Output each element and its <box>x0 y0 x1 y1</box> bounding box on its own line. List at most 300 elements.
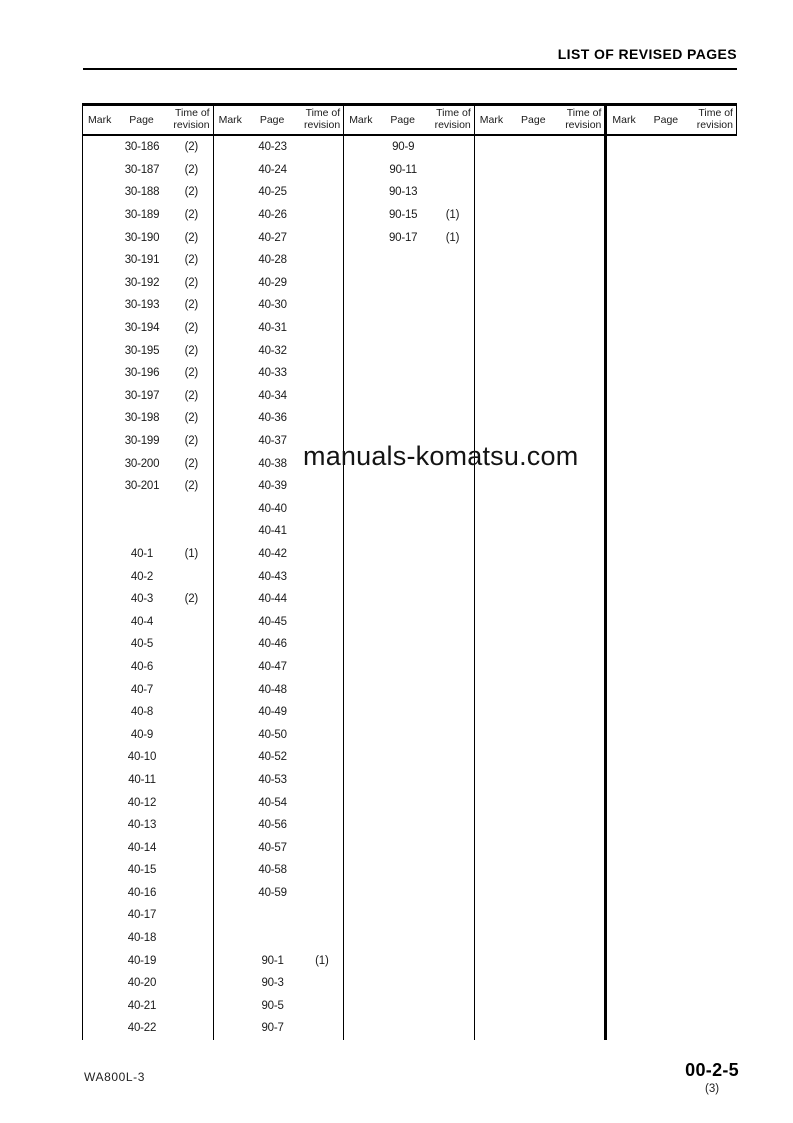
table-row <box>344 656 474 679</box>
table-row <box>83 1017 213 1040</box>
revision-cell: (2) <box>184 231 199 244</box>
table-row <box>475 656 605 679</box>
table-row <box>214 294 344 317</box>
page-column-header: Page <box>259 114 285 126</box>
table-row <box>83 995 213 1018</box>
table-row <box>214 904 344 927</box>
page-cell: 30-201 <box>124 480 160 493</box>
model-code: WA800L-3 <box>84 1070 146 1084</box>
table-row <box>344 407 474 430</box>
table-row <box>344 882 474 905</box>
page-cell: 40-18 <box>127 932 157 945</box>
column-group-5 <box>607 106 737 1040</box>
table-row <box>214 701 344 724</box>
table-row <box>344 362 474 385</box>
page-cell: 40-40 <box>258 502 287 515</box>
table-row <box>214 543 344 566</box>
table-row <box>344 949 474 972</box>
table-row <box>344 633 474 656</box>
table-row <box>607 226 737 249</box>
page-cell: 30-194 <box>124 322 160 335</box>
table-row <box>83 678 213 701</box>
revision-cell: (2) <box>184 276 199 289</box>
table-row <box>344 565 474 588</box>
revision-cell: (2) <box>184 457 199 470</box>
table-row <box>83 249 213 272</box>
table-row <box>607 859 737 882</box>
table-row <box>475 882 605 905</box>
table-row <box>344 610 474 633</box>
page-cell: 40-52 <box>258 751 287 764</box>
table-row <box>475 791 605 814</box>
table-row <box>214 498 344 521</box>
table-row <box>475 769 605 792</box>
page-cell: 40-46 <box>258 638 287 651</box>
page-cell: 40-33 <box>258 367 287 380</box>
table-row <box>344 204 474 227</box>
page-cell: 40-20 <box>127 977 157 990</box>
table-row <box>214 949 344 972</box>
revision-cell: (1) <box>445 209 460 222</box>
page-cell: 30-197 <box>124 389 160 402</box>
table-row <box>344 995 474 1018</box>
page-cell: 40-9 <box>130 728 154 741</box>
mark-column-header: Mark <box>612 114 636 126</box>
revision-column-header: Time of revision <box>696 107 733 131</box>
page-cell: 90-11 <box>389 163 417 176</box>
page-cell: 40-54 <box>258 796 287 809</box>
table-row <box>344 859 474 882</box>
table-row <box>607 656 737 679</box>
page-cell: 90-1 <box>261 954 284 967</box>
table-row <box>214 836 344 859</box>
table-row <box>607 1017 737 1040</box>
page-cell: 30-198 <box>124 412 160 425</box>
page-cell: 40-2 <box>130 570 154 583</box>
table-row <box>83 543 213 566</box>
page-cell: 40-43 <box>258 570 287 583</box>
page-cell: 40-5 <box>130 638 154 651</box>
table-row <box>607 452 737 475</box>
table-row <box>607 746 737 769</box>
column-group-body <box>83 136 213 1040</box>
page-cell: 40-19 <box>127 954 157 967</box>
table-row <box>607 294 737 317</box>
page-column-header: Page <box>521 114 546 126</box>
table-row <box>83 520 213 543</box>
table-row <box>607 249 737 272</box>
page-cell: 40-23 <box>258 141 287 154</box>
table-row <box>607 814 737 837</box>
table-row <box>344 339 474 362</box>
table-row <box>475 995 605 1018</box>
page-cell: 40-14 <box>127 841 157 854</box>
table-row <box>344 272 474 295</box>
table-row <box>83 317 213 340</box>
page-cell: 30-196 <box>124 367 160 380</box>
table-row <box>83 407 213 430</box>
table-row <box>607 633 737 656</box>
table-row <box>607 836 737 859</box>
table-row <box>83 362 213 385</box>
page-cell: 90-5 <box>261 999 284 1012</box>
table-row <box>607 565 737 588</box>
page-cell: 90-7 <box>261 1022 284 1035</box>
table-row <box>344 543 474 566</box>
column-group-header <box>83 106 213 136</box>
table-row <box>607 520 737 543</box>
page-cell: 40-49 <box>258 706 287 719</box>
page-cell: 40-38 <box>258 457 287 470</box>
table-row <box>83 769 213 792</box>
page-cell: 30-191 <box>124 254 160 267</box>
table-row <box>607 588 737 611</box>
table-row <box>475 859 605 882</box>
page-cell: 40-11 <box>128 773 156 786</box>
table-row <box>607 272 737 295</box>
table-row <box>214 204 344 227</box>
table-row <box>83 814 213 837</box>
table-row <box>83 588 213 611</box>
mark-column-header: Mark <box>218 114 242 126</box>
page-cell: 40-25 <box>258 186 287 199</box>
page-cell: 40-29 <box>258 276 287 289</box>
page-cell: 30-192 <box>124 276 160 289</box>
table-row <box>475 136 605 159</box>
page-cell: 40-8 <box>130 706 154 719</box>
page-cell: 30-193 <box>124 299 160 312</box>
page-cell: 40-13 <box>127 819 157 832</box>
page-cell: 40-28 <box>258 254 287 267</box>
table-row <box>475 159 605 182</box>
table-row <box>344 836 474 859</box>
table-row <box>607 791 737 814</box>
table-row <box>475 204 605 227</box>
revision-cell: (1) <box>315 954 329 967</box>
table-row <box>607 339 737 362</box>
table-row <box>475 317 605 340</box>
table-row <box>214 995 344 1018</box>
table-row <box>344 475 474 498</box>
column-group-body <box>344 136 474 1040</box>
table-row <box>475 1017 605 1040</box>
table-row <box>83 882 213 905</box>
table-row <box>214 656 344 679</box>
page-cell: 90-3 <box>261 977 284 990</box>
page-cell: 30-195 <box>124 344 160 357</box>
table-row <box>214 588 344 611</box>
revision-cell: (2) <box>184 412 199 425</box>
page-number: 00-2-5 <box>685 1060 739 1080</box>
table-row <box>83 656 213 679</box>
column-group-body <box>475 136 605 1040</box>
revision-cell: (2) <box>184 209 199 222</box>
column-group-header <box>607 106 737 136</box>
page-cell: 30-189 <box>124 209 160 222</box>
table-row <box>607 701 737 724</box>
table-row <box>607 723 737 746</box>
table-row <box>344 498 474 521</box>
table-row <box>607 498 737 521</box>
table-row <box>83 927 213 950</box>
table-row <box>214 1017 344 1040</box>
revision-cell: (2) <box>184 186 199 199</box>
header-rule <box>83 68 737 70</box>
table-row <box>607 430 737 453</box>
table-row <box>607 136 737 159</box>
table-row <box>344 520 474 543</box>
table-row <box>214 226 344 249</box>
page-cell: 40-50 <box>258 728 287 741</box>
table-row <box>475 407 605 430</box>
table-row <box>475 972 605 995</box>
table-row <box>344 701 474 724</box>
revision-cell: (2) <box>184 389 199 402</box>
table-row <box>607 543 737 566</box>
table-row <box>83 339 213 362</box>
page-cell: 40-41 <box>258 525 287 538</box>
table-row <box>214 385 344 408</box>
table-row <box>344 769 474 792</box>
column-group-3 <box>344 106 475 1040</box>
table-row <box>83 746 213 769</box>
table-row <box>475 678 605 701</box>
page-cell: 40-42 <box>258 547 287 560</box>
table-row <box>214 678 344 701</box>
table-row <box>83 565 213 588</box>
page-cell: 40-44 <box>258 593 287 606</box>
table-row <box>344 317 474 340</box>
column-group-header <box>214 106 344 136</box>
table-row <box>214 339 344 362</box>
revision-column-header: Time of revision <box>565 107 602 131</box>
table-row <box>607 159 737 182</box>
table-row <box>607 769 737 792</box>
table-row <box>475 565 605 588</box>
table-row <box>607 362 737 385</box>
table-row <box>214 610 344 633</box>
table-row <box>344 746 474 769</box>
page-cell: 30-187 <box>124 163 160 176</box>
table-row <box>607 949 737 972</box>
page-cell: 40-6 <box>130 660 154 673</box>
table-row <box>83 633 213 656</box>
table-row <box>214 927 344 950</box>
table-row <box>607 678 737 701</box>
table-row <box>475 249 605 272</box>
table-row <box>83 498 213 521</box>
table-row <box>83 949 213 972</box>
page-cell: 40-36 <box>258 412 287 425</box>
table-row <box>83 181 213 204</box>
table-row <box>214 249 344 272</box>
table-row <box>607 927 737 950</box>
page-column-header: Page <box>653 114 679 126</box>
table-row <box>607 385 737 408</box>
table-row <box>214 317 344 340</box>
table-row <box>344 678 474 701</box>
revision-cell: (2) <box>184 254 199 267</box>
revision-cell: (2) <box>184 367 199 380</box>
table-row <box>214 362 344 385</box>
table-row <box>475 746 605 769</box>
table-row <box>214 633 344 656</box>
revision-cell: (2) <box>184 322 199 335</box>
table-row <box>214 859 344 882</box>
table-row <box>344 904 474 927</box>
table-row <box>475 836 605 859</box>
table-row <box>214 814 344 837</box>
table-row <box>83 385 213 408</box>
table-row <box>83 272 213 295</box>
page-cell: 40-3 <box>130 593 154 606</box>
table-row <box>607 972 737 995</box>
revised-pages-table <box>82 103 737 1040</box>
table-row <box>214 746 344 769</box>
page-column-header: Page <box>129 114 154 126</box>
page-cell: 40-32 <box>258 344 287 357</box>
table-row <box>344 588 474 611</box>
table-row <box>214 181 344 204</box>
table-row <box>83 430 213 453</box>
table-row <box>83 836 213 859</box>
revision-cell: (1) <box>445 231 460 244</box>
page-cell: 40-31 <box>258 322 287 335</box>
revision-cell: (2) <box>184 435 199 448</box>
table-row <box>344 136 474 159</box>
table-row <box>475 294 605 317</box>
table-row <box>344 814 474 837</box>
table-row <box>344 181 474 204</box>
table-row <box>83 136 213 159</box>
table-row <box>83 452 213 475</box>
page-title: LIST OF REVISED PAGES <box>557 46 737 62</box>
page-cell: 30-200 <box>124 457 160 470</box>
table-row <box>607 181 737 204</box>
table-row <box>83 723 213 746</box>
revision-column-header: Time of revision <box>434 107 471 131</box>
table-row <box>214 475 344 498</box>
page-cell: 40-12 <box>127 796 157 809</box>
column-group-body <box>607 136 737 1040</box>
page-cell: 90-15 <box>388 209 418 222</box>
table-row <box>83 475 213 498</box>
table-row <box>83 610 213 633</box>
table-row <box>83 204 213 227</box>
table-row <box>214 159 344 182</box>
table-row <box>475 610 605 633</box>
table-row <box>214 791 344 814</box>
table-row <box>344 294 474 317</box>
page-cell: 40-16 <box>127 886 157 899</box>
column-group-4 <box>475 106 608 1040</box>
column-group-2 <box>214 106 345 1040</box>
table-row <box>344 226 474 249</box>
page-cell: 40-17 <box>127 909 157 922</box>
table-row <box>475 498 605 521</box>
page-cell: 30-188 <box>124 186 160 199</box>
page-cell: 30-199 <box>124 435 160 448</box>
revision-cell: (2) <box>184 344 199 357</box>
table-row <box>475 181 605 204</box>
revision-cell: (2) <box>184 593 199 606</box>
table-row <box>607 407 737 430</box>
table-row <box>83 972 213 995</box>
table-row <box>344 927 474 950</box>
revision-cell: (2) <box>184 141 199 154</box>
page-cell: 30-186 <box>124 141 160 154</box>
table-row <box>214 520 344 543</box>
table-row <box>344 972 474 995</box>
table-row <box>214 723 344 746</box>
revision-cell: (2) <box>184 163 199 176</box>
table-row <box>475 226 605 249</box>
table-row <box>607 610 737 633</box>
table-row <box>83 904 213 927</box>
page-cell: 90-9 <box>392 141 415 154</box>
mark-column-header: Mark <box>88 114 112 126</box>
table-row <box>344 249 474 272</box>
page-cell: 40-21 <box>127 999 157 1012</box>
page-cell: 40-1 <box>130 547 154 560</box>
table-row <box>475 701 605 724</box>
table-row <box>83 294 213 317</box>
page-cell: 40-26 <box>258 209 287 222</box>
column-group-header <box>475 106 605 136</box>
table-row <box>475 385 605 408</box>
revision-cell: (1) <box>184 547 199 560</box>
table-row <box>607 904 737 927</box>
table-row <box>475 362 605 385</box>
table-row <box>475 520 605 543</box>
table-row <box>344 159 474 182</box>
table-row <box>475 272 605 295</box>
page-cell: 40-47 <box>258 660 287 673</box>
table-row <box>475 633 605 656</box>
page-cell: 40-4 <box>130 615 154 628</box>
table-row <box>214 407 344 430</box>
page-column-header: Page <box>390 114 415 126</box>
page-cell: 40-37 <box>258 435 287 448</box>
page-cell: 30-190 <box>124 231 160 244</box>
page-cell: 40-27 <box>258 231 287 244</box>
revision-column-header: Time of revision <box>304 107 341 131</box>
page-cell: 40-56 <box>258 819 287 832</box>
page-cell: 90-13 <box>388 186 418 199</box>
revision-cell: (2) <box>184 480 199 493</box>
table-row <box>607 204 737 227</box>
table-row <box>344 791 474 814</box>
revision-cell: (2) <box>184 299 199 312</box>
table-row <box>475 927 605 950</box>
page-cell: 40-30 <box>258 299 287 312</box>
table-row <box>475 904 605 927</box>
table-row <box>475 475 605 498</box>
page-cell: 40-24 <box>258 163 287 176</box>
table-row <box>214 972 344 995</box>
table-row <box>83 791 213 814</box>
table-row <box>344 385 474 408</box>
watermark-text: manuals-komatsu.com <box>303 441 579 471</box>
page-cell: 40-39 <box>258 480 287 493</box>
table-row <box>475 949 605 972</box>
table-row <box>607 475 737 498</box>
table-row <box>475 339 605 362</box>
column-group-1 <box>83 106 214 1040</box>
table-row <box>607 882 737 905</box>
mark-column-header: Mark <box>349 114 373 126</box>
table-row <box>214 882 344 905</box>
